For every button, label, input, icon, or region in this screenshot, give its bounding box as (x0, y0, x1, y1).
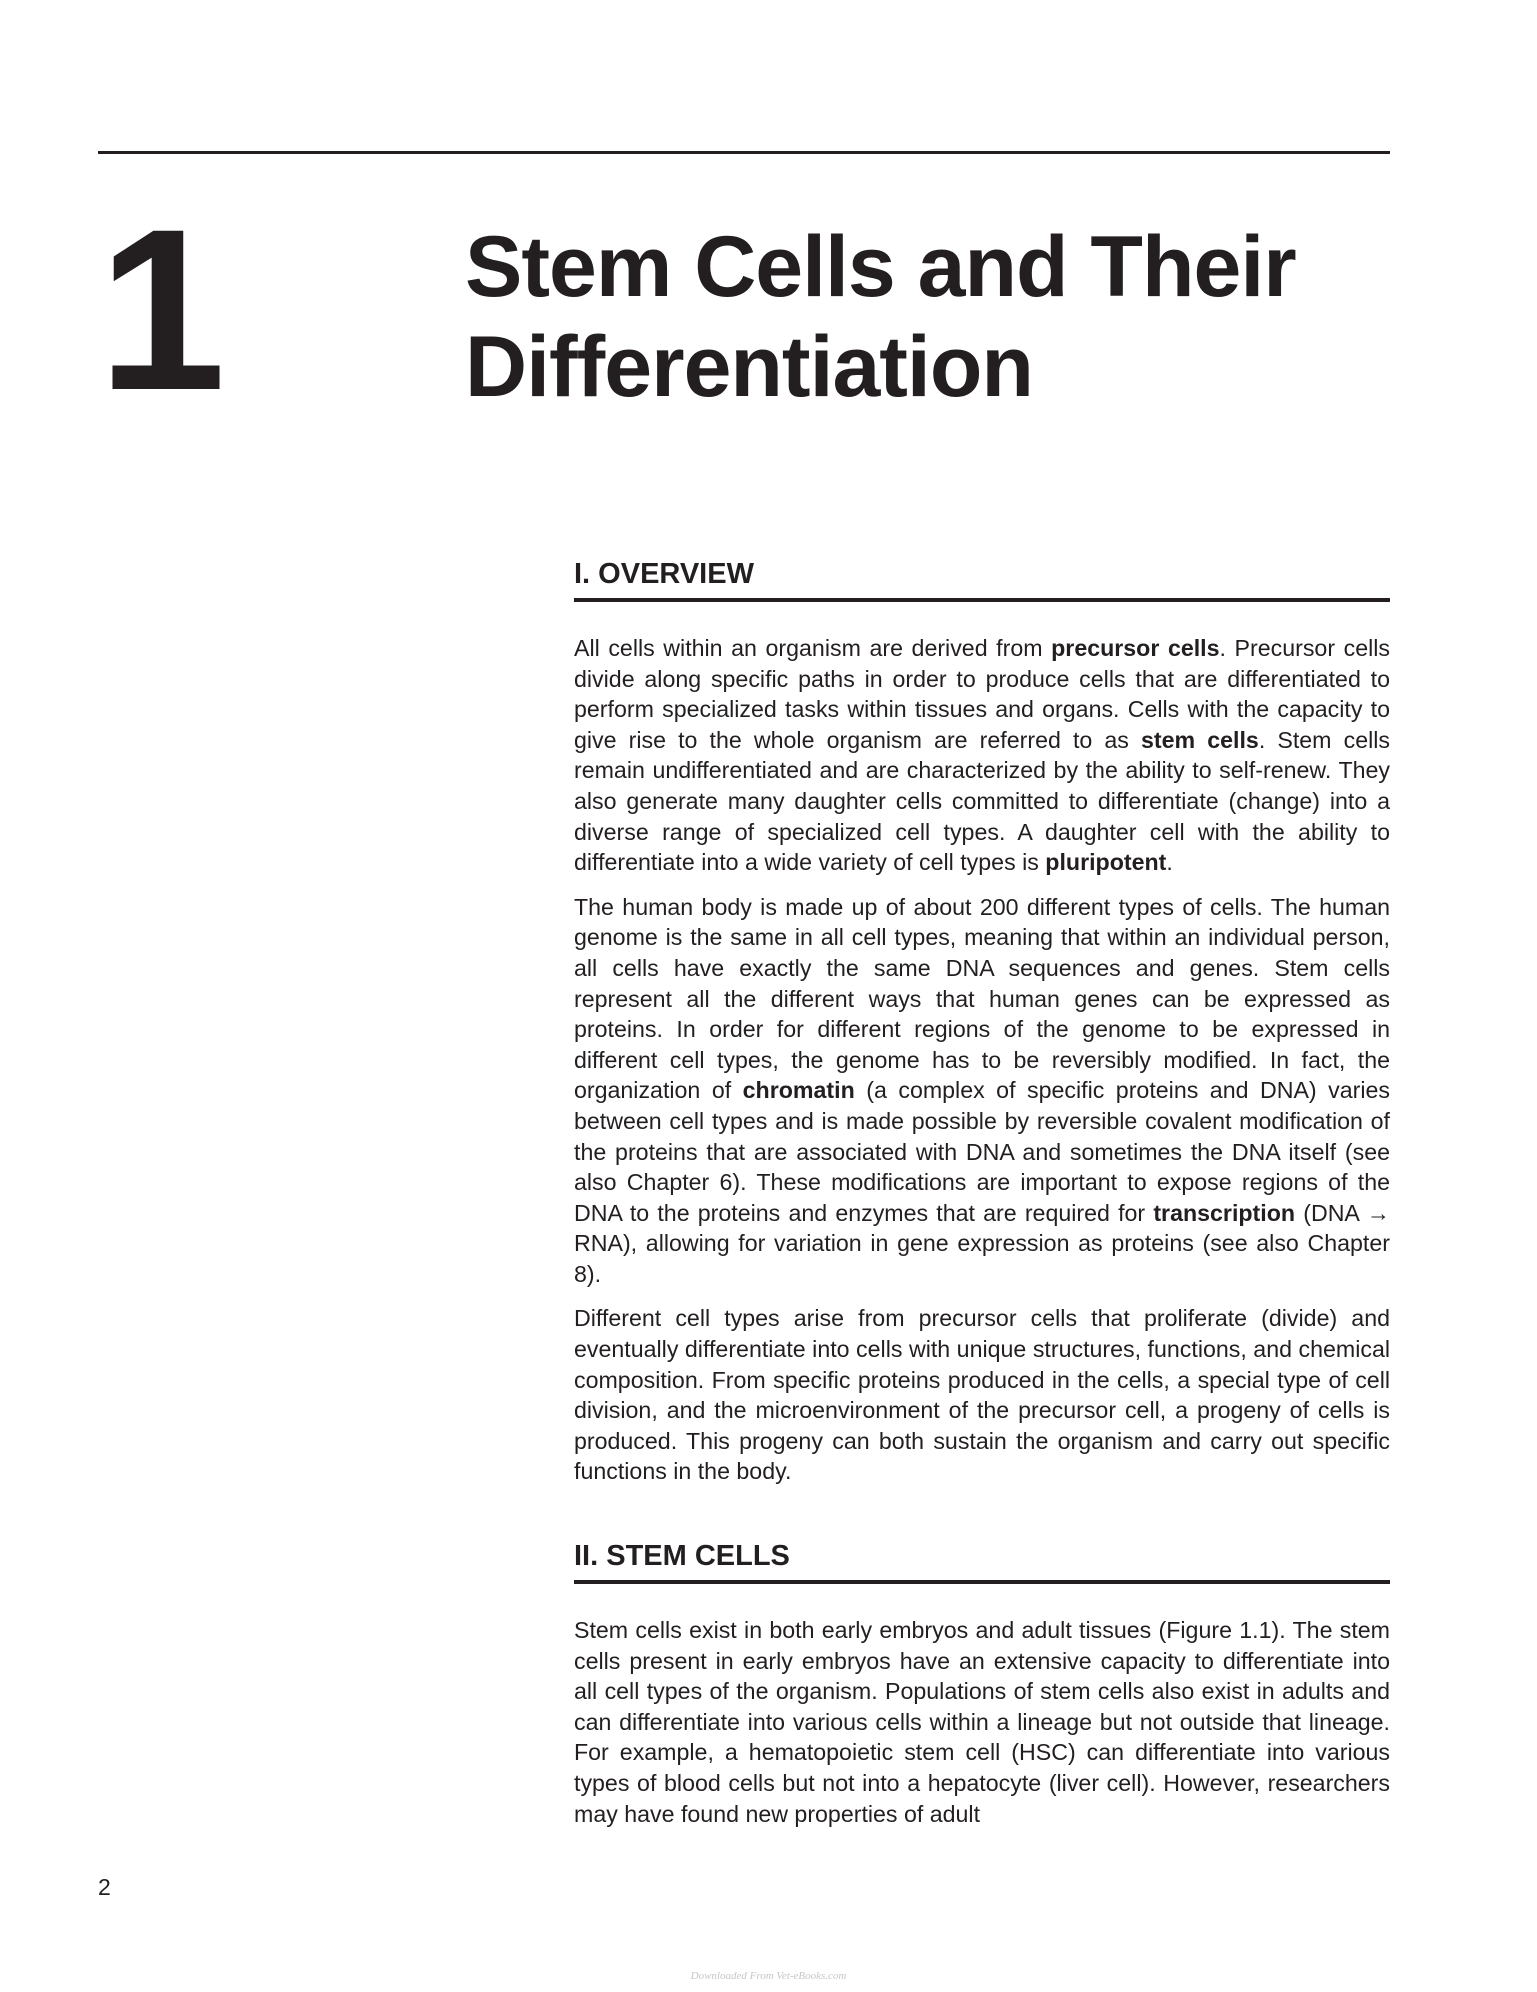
text-run: Stem cells exist in both early embryos and adult tissues (Figure 1.1). The stem cells present in early embryos have an extensive capacity to differentiate into all cell types of the organism. Populations of stem cells also exist in adults and can differentiate into various cells within a lineage but not outside that lineage. For example, a hematopoietic stem cell (HSC) can differentiate into various types of blood cells but not into a hepatocyte (liver cell). However, researchers may have found new properties of adult (574, 1617, 1390, 1827)
text-run: . Precursor cells divide along specific paths in order to produce cells that are differentiated to perform specialized tasks within tissues and organs. Cells with the capacity to give rise to the whole organism are referred to as (574, 635, 1391, 753)
bold-term: precursor cells (1051, 635, 1220, 661)
chapter-number: 1 (98, 181, 222, 438)
section-heading: I. OVERVIEW (574, 556, 1390, 602)
section-stem-cells-header (574, 1538, 1390, 1584)
footer-credit: Downloaded From Vet-eBooks.com (690, 1970, 847, 1982)
text-run: . Stem cells remain undifferentiated and are characterized by the ability to self-renew. They also generate many daughter cells committed to differentiate (change) into a diverse range of specialized cell types. A daughter cell with the ability to differentiate into a wide variety of cell types is (574, 726, 1390, 876)
text-run: (a complex of specific proteins and DNA) varies between cell types and is made possible by reversible covalent modification of the proteins that are associated with DNA and sometimes the DNA itself (see also Chapter 6). These modifications are important to expose regions of the DNA to the proteins and enzymes that are required for (574, 1077, 1390, 1226)
text-run: The human body is made up of about 200 different types of cells. The human genome is the same in all cell types, meaning that within an individual person, all cells have exactly the same DNA sequences and genes. Stem cells represent all the different ways that human genes can be expressed as proteins. In order for different regions of the genome to be expressed in different cell types, the genome has to be reversibly modified. In fact, the organization of (574, 893, 1390, 1104)
chapter-title (465, 217, 1405, 417)
bold-term: chromatin (742, 1077, 855, 1104)
bold-term: pluripotent (1045, 849, 1167, 876)
bold-term: transcription (1153, 1199, 1296, 1226)
section-heading: II. STEM CELLS (574, 1538, 1390, 1584)
top-rule (98, 151, 1390, 154)
paragraph (574, 892, 1390, 1290)
text-run: (DNA → RNA), allowing for variation in gene expression as proteins (see also Chapter 8). (574, 1199, 1390, 1287)
paragraph (574, 633, 1390, 878)
chapter-title-line-2: Differentiation (465, 319, 1033, 415)
section-stem-cells-body (574, 1615, 1390, 1829)
text-run: All cells within an organism are derived from (574, 635, 1052, 661)
bold-term: stem cells (1141, 726, 1259, 753)
page-number: 2 (98, 1874, 111, 1900)
section-overview-body (574, 633, 1390, 1487)
text-run: Different cell types arise from precursor cells that proliferate (divide) and eventually differentiate into cells with unique structures, functions, and chemical composition. From specific proteins produced in the cells, a special type of cell division, and the microenvironment of the precursor cell, a progeny of cells is produced. This progeny can both sustain the organism and carry out specific functions in the body. (574, 1305, 1390, 1485)
paragraph (574, 1303, 1390, 1487)
section-overview-header (574, 556, 1390, 602)
paragraph (574, 1615, 1390, 1829)
chapter-title-line-1: Stem Cells and Their (465, 219, 1296, 315)
text-run: . (1166, 849, 1173, 876)
